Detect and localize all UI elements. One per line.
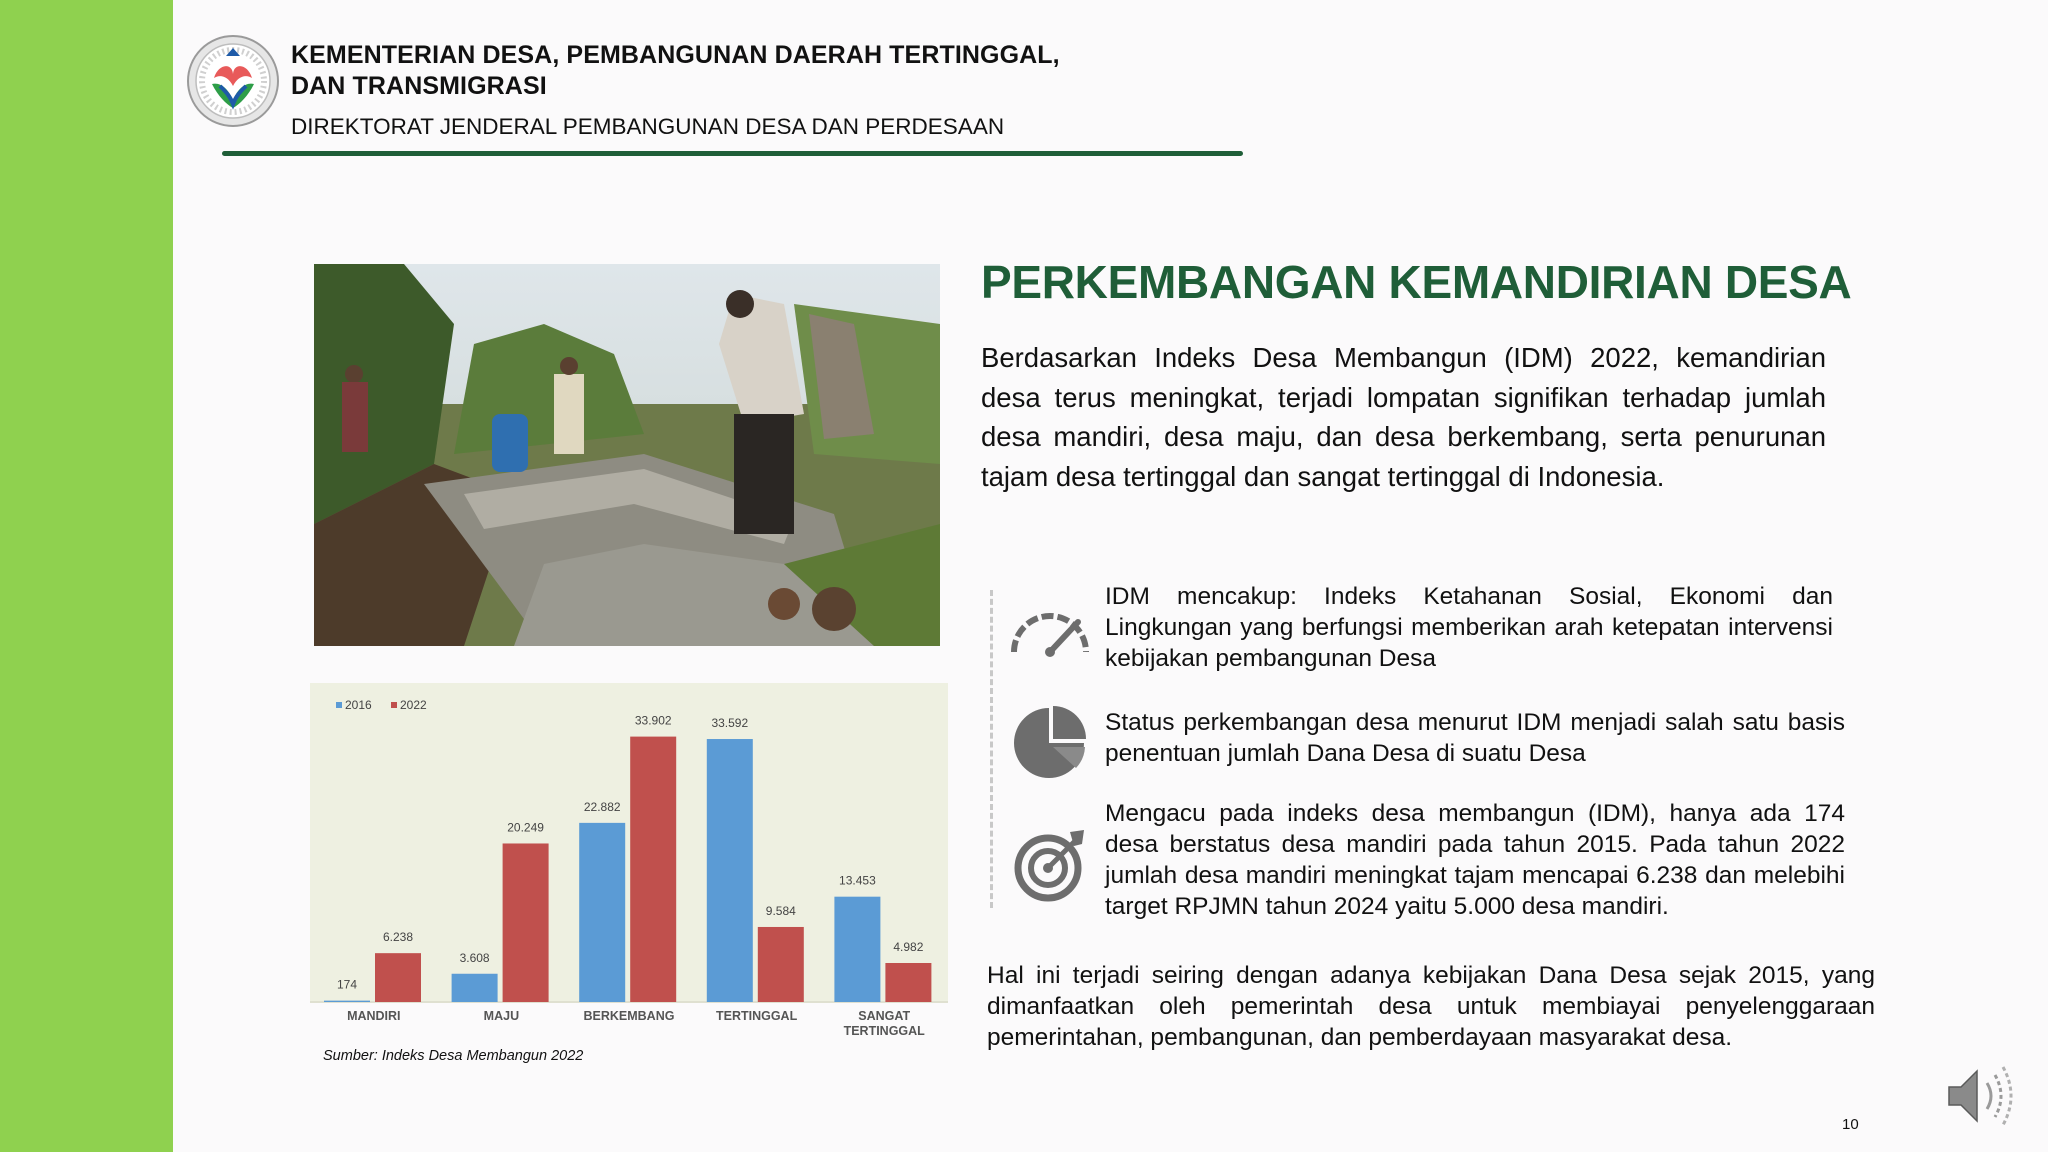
x-tick-label: SANGAT TERTINGGAL bbox=[843, 1009, 925, 1038]
bar-2022-tertinggal bbox=[758, 927, 804, 1002]
ministry-logo bbox=[186, 34, 280, 128]
bar-2016-sangat-tertinggal bbox=[834, 897, 880, 1002]
data-label-2022-mandiri: 6.238 bbox=[382, 930, 414, 945]
legend-swatch-2016 bbox=[336, 702, 342, 708]
speaker-icon[interactable] bbox=[1945, 1063, 2017, 1129]
data-label-2016-berkembang: 22.882 bbox=[583, 799, 621, 814]
closing-paragraph: Hal ini terjadi seiring dengan adanya kebijakan Dana Desa sejak 2015, yang dimanfaatkan oleh pemerintah desa untuk membiayai penyelenggaraan pemerintahan, pembangunan, dan pemberdayaan masyarakat desa. bbox=[987, 962, 1875, 1051]
point-mandiri-growth: Mengacu pada indeks desa membangun (IDM), hanya ada 174 desa berstatus desa mandiri pada tahun 2015. Pada tahun 2022 jumlah desa mandiri meningkat tajam mencapai 6.238 dan melebihi target RPJMN tahun 2024 yaitu 5.000 desa mandiri. bbox=[1105, 800, 1845, 920]
intro-paragraph: Berdasarkan Indeks Desa Membangun (IDM) 2022, kemandirian desa terus meningkat, terjadi lompatan signifikan terhadap jumlah desa mandiri, desa maju, dan desa berkembang, serta penurunan tajam desa tertinggal dan sangat tertinggal di Indonesia. bbox=[981, 342, 1826, 492]
bar-2016-berkembang bbox=[579, 823, 625, 1002]
x-tick-label: BERKEMBANG bbox=[583, 1009, 675, 1023]
ministry-name bbox=[291, 40, 1060, 102]
x-tick-label: TERTINGGAL bbox=[715, 1009, 798, 1023]
target-icon bbox=[1014, 826, 1088, 904]
bar-2016-mandiri bbox=[324, 1001, 370, 1002]
data-label-2016-mandiri: 174 bbox=[336, 977, 358, 992]
slide-title: PERKEMBANGAN KEMANDIRIAN DESA bbox=[981, 256, 1852, 308]
bar-2022-sangat-tertinggal bbox=[885, 963, 931, 1002]
directorate-name: DIREKTORAT JENDERAL PEMBANGUNAN DESA DAN PERDESAAN bbox=[291, 114, 1005, 139]
bar-2022-mandiri bbox=[375, 953, 421, 1002]
pie-chart-icon bbox=[1012, 706, 1086, 780]
idm-bar-chart bbox=[310, 683, 948, 1003]
legend-swatch-2022 bbox=[391, 702, 397, 708]
x-tick-label: MANDIRI bbox=[347, 1009, 401, 1023]
bar-2022-berkembang bbox=[630, 737, 676, 1002]
legend-label-2016: 2016 bbox=[345, 698, 372, 712]
sidebar-stripe bbox=[0, 0, 173, 1152]
data-label-2016-maju: 3.608 bbox=[459, 950, 490, 965]
header-divider bbox=[222, 151, 1243, 156]
data-label-2022-maju: 20.249 bbox=[507, 820, 544, 835]
village-workers-photo bbox=[314, 264, 940, 646]
chart-source: Sumber: Indeks Desa Membangun 2022 bbox=[323, 1048, 584, 1064]
data-label-2022-tertinggal: 9.584 bbox=[765, 903, 796, 918]
ministry-name-line2: DAN TRANSMIGRASI bbox=[291, 72, 547, 100]
bar-2016-maju bbox=[452, 974, 498, 1002]
data-label-2016-tertinggal: 33.592 bbox=[711, 716, 749, 731]
point-idm-components: IDM mencakup: Indeks Ketahanan Sosial, Ekonomi dan Lingkungan yang berfungsi memberikan arah ketepatan intervensi kebijakan pembangunan Desa bbox=[1105, 583, 1833, 672]
ministry-name-line1: KEMENTERIAN DESA, PEMBANGUNAN DAERAH TERTINGGAL, bbox=[291, 41, 1060, 69]
x-tick-label: MAJU bbox=[483, 1009, 520, 1023]
point-status-basis: Status perkembangan desa menurut IDM menjadi salah satu basis penentuan jumlah Dana Desa di suatu Desa bbox=[1105, 709, 1845, 767]
data-label-2022-berkembang: 33.902 bbox=[634, 713, 672, 728]
speedometer-icon bbox=[1008, 602, 1092, 658]
bar-2022-maju bbox=[503, 843, 549, 1002]
dashed-divider bbox=[990, 590, 993, 908]
legend-label-2022: 2022 bbox=[400, 698, 427, 712]
data-label-2016-sangat-tertinggal: 13.453 bbox=[839, 873, 876, 888]
data-label-2022-sangat-tertinggal: 4.982 bbox=[893, 939, 924, 954]
page-number: 10 bbox=[1842, 1116, 1859, 1133]
bar-2016-tertinggal bbox=[707, 739, 753, 1002]
